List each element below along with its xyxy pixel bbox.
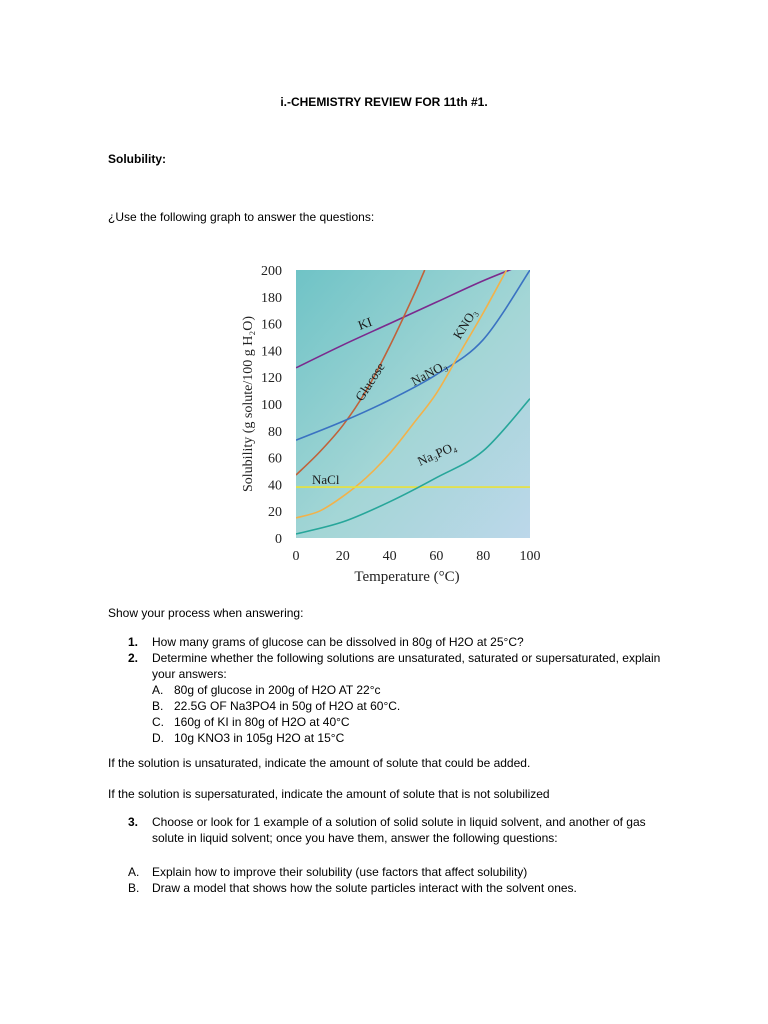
item-text: Draw a model that shows how the solute particles interact with the solvent ones. — [152, 881, 577, 895]
y-tick-label: 100 — [261, 398, 282, 413]
process-note: Show your process when answering: — [108, 606, 304, 620]
x-tick-label: 100 — [519, 549, 541, 564]
question-2 — [108, 650, 668, 746]
question-1 — [108, 634, 668, 650]
series-label-nano3: NaNO₃ — [408, 357, 450, 389]
question-2-item-c — [152, 714, 668, 730]
item-letter: A. — [152, 683, 164, 697]
question-text: Choose or look for 1 example of a solution of solid solute in liquid solvent, and another of gas solute in liquid solvent; once you have them, answer the following questions: — [152, 815, 646, 845]
question-text: How many grams of glucose can be dissolved in 80g of H2O at 25°C? — [152, 635, 524, 649]
question-2-item-d — [152, 730, 668, 746]
question-2-item-a — [152, 682, 668, 698]
item-text: 10g KNO3 in 105g H2O at 15°C — [174, 731, 345, 745]
x-tick-label: 20 — [335, 549, 350, 564]
plot-background — [296, 270, 530, 538]
question-3-item-a — [108, 864, 668, 880]
x-axis-label: Temperature (°C) — [354, 569, 460, 585]
question-3-list — [108, 814, 668, 846]
series-label-nacl: NaCl — [312, 472, 340, 487]
item-text: 22.5G OF Na3PO4 in 50g of H2O at 60°C. — [174, 699, 401, 713]
x-tick-label: 40 — [382, 549, 397, 564]
x-tick-label: 80 — [476, 549, 491, 564]
question-3-item-b — [108, 880, 668, 896]
y-tick-label: 120 — [261, 371, 282, 387]
question-number: 3. — [128, 815, 139, 829]
question-2-items — [152, 682, 668, 746]
solubility-chart — [232, 250, 544, 590]
series-label-kno3: KNO₃ — [449, 305, 480, 342]
y-tick-label: 80 — [268, 424, 282, 440]
y-tick-label: 200 — [261, 264, 282, 279]
item-letter: B. — [128, 881, 140, 895]
question-3-items — [108, 864, 668, 896]
y-tick-label: 180 — [261, 290, 282, 306]
item-letter: B. — [152, 699, 164, 713]
question-text: Determine whether the following solutions are unsaturated, saturated or supersaturated, explain your answers: — [152, 651, 661, 681]
y-tick-label: 140 — [261, 344, 282, 360]
y-tick-labels — [261, 264, 282, 547]
question-number: 1. — [128, 635, 139, 649]
item-letter: C. — [152, 715, 164, 729]
note-unsaturated: If the solution is unsaturated, indicate the amount of solute that could be added. — [108, 756, 531, 770]
document-title: i.-CHEMISTRY REVIEW FOR 11th #1. — [280, 95, 488, 109]
section-heading: Solubility: — [108, 152, 166, 166]
y-tick-label: 160 — [261, 317, 282, 333]
series-label-ki: KI — [355, 314, 374, 333]
question-list — [108, 634, 668, 746]
item-letter: A. — [128, 865, 140, 879]
graph-instruction: ¿Use the following graph to answer the questions: — [108, 210, 375, 224]
question-number: 2. — [128, 651, 139, 665]
x-tick-label: 0 — [292, 549, 300, 564]
y-axis-label: Solubility (g solute/100 g H₂O) — [241, 316, 256, 492]
x-tick-label: 60 — [429, 549, 444, 564]
question-3 — [108, 814, 668, 846]
y-tick-label: 0 — [275, 532, 282, 547]
series-label-glucose: Glucose — [351, 359, 388, 404]
item-letter: D. — [152, 731, 164, 745]
y-tick-label: 20 — [268, 505, 282, 521]
item-text: Explain how to improve their solubility (use factors that affect solubility) — [152, 865, 528, 879]
item-text: 160g of KI in 80g of H2O at 40°C — [174, 715, 350, 729]
item-text: 80g of glucose in 200g of H2O AT 22°c — [174, 683, 381, 697]
question-2-item-b — [152, 698, 668, 714]
series-label-na3po4: Na₃PO₄ — [415, 438, 459, 469]
x-tick-labels — [293, 549, 541, 564]
note-supersaturated: If the solution is supersaturated, indicate the amount of solute that is not solubilized — [108, 787, 550, 801]
y-tick-label: 40 — [268, 478, 282, 494]
y-tick-label: 60 — [268, 451, 282, 467]
